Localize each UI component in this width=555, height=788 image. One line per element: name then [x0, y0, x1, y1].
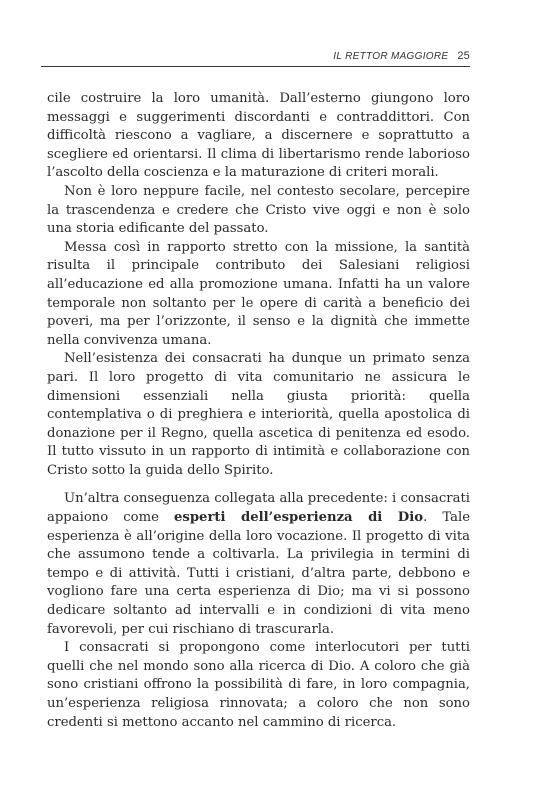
- paragraph-esperti-rest: . Tale esperienza è all’origine della loro vocazione. Il progetto di vita che assumono tende a coltivarla. La privilegia in termini di tempo e di attività. Tutti i cristiani, d’altra parte, debbono e vogliono fare una certa esperienza di Dio; ma vi si possono dedicare soltanto ad intervalli e in condizioni di vita meno favorevoli, per cui rischiano di trascurarla.: [47, 510, 471, 637]
- paragraph-continuation: cile costruire la loro umanità. Dall’esterno giungono loro messaggi e suggerimenti discordanti e contraddittori. Con difficoltà riescono a vagliare, a discernere e soprattutto a scegliere ed orientarsi. Il clima di libertarismo rende laborioso l’ascolto della coscienza e la maturazione di criteri morali.: [47, 91, 470, 181]
- paragraph-santita: Messa così in rapporto stretto con la missione, la santità risulta il principale contributo dei Salesiani religiosi all’educazione ed alla promozione umana. Infatti ha un valore temporale non soltanto per le opere di carità a beneficio dei poveri, ma per l’orizzonte, il senso e la dignità che immette nella convivenza umana.: [47, 239, 470, 348]
- running-title: IL RETTOR MAGGIORE: [333, 51, 449, 62]
- paragraph-esperti: [47, 490, 470, 639]
- paragraph-interlocutori: I consacrati si propongono come interlocutori per tutti quelli che nel mondo sono alla ricerca di Dio. A coloro che già sono cristiani offrono la possibilità di fare, in loro compagnia, un’esperienza religiosa rinnovata; a coloro che non sono credenti si mettono accanto nel cammino di ricerca.: [47, 640, 470, 730]
- running-header: [41, 50, 470, 67]
- emphasis-esperti: esperti dell’esperienza di Dio: [174, 510, 424, 526]
- body-text: [47, 90, 470, 732]
- paragraph-esperti-lead: Un’altra conseguenza collegata alla precedente: i consacrati appaiono come: [47, 491, 470, 526]
- paragraph-primato: Nell’esistenza dei consacrati ha dunque un primato senza pari. Il loro progetto di vita comunitario ne assicura le dimensioni essenziali nella giusta priorità: quella contemplativa o di preghiera e interiorità, quella apostolica di donazione per il Regno, quella ascetica di penitenza ed esodo. Il tutto vissuto in un rapporto di intimità e collaborazione con Cristo sotto la guida dello Spirito.: [47, 351, 470, 478]
- page-number: 25: [457, 50, 470, 62]
- paragraph-trascendenza: Non è loro neppure facile, nel contesto secolare, percepire la trascendenza e credere che Cristo vive oggi e non è solo una storia edificante del passato.: [47, 183, 470, 237]
- paragraph-gap: [47, 480, 470, 490]
